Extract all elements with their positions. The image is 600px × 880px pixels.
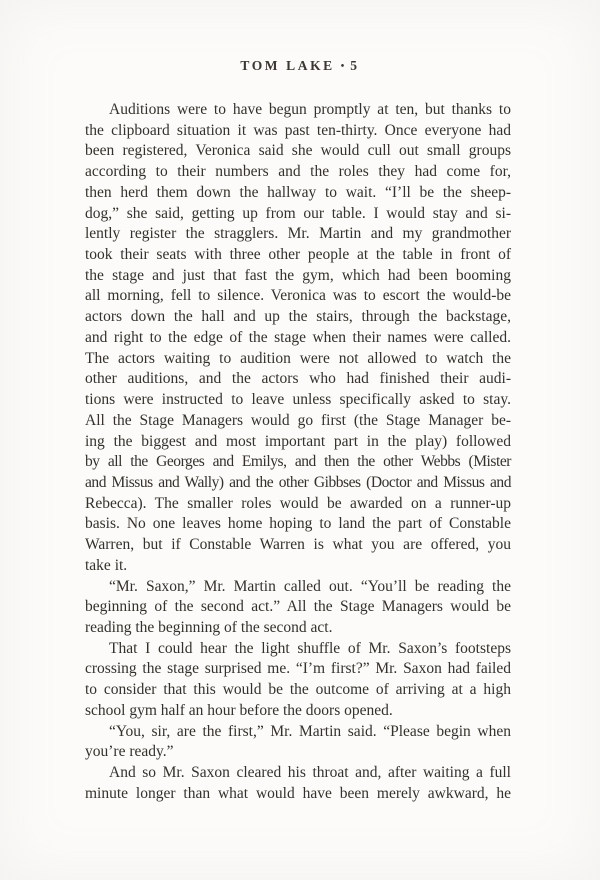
text-line: tions were instructed to leave unless specifically asked to stay. — [85, 391, 511, 409]
header-separator-dot: • — [340, 61, 345, 72]
text-line: then herd them down the hallway to wait. “I’ll be the sheep- — [85, 183, 511, 201]
text-line: Rebecca). The smaller roles would be awarded on a runner-up — [85, 494, 511, 512]
text-line: That I could hear the light shuffle of Mr. Saxon’s footsteps — [109, 639, 511, 657]
text-line: and right to the edge of the stage when their names were called. — [85, 328, 511, 346]
text-line: ing the biggest and most important part in the play) followed — [85, 432, 511, 450]
text-line: the clipboard situation it was past ten-thirty. Once everyone had — [85, 121, 511, 139]
text-line: been registered, Veronica said she would cull out small groups — [85, 142, 511, 160]
text-line: to consider that this would be the outcome of arriving at a high — [85, 681, 511, 699]
text-line: school gym half an hour before the doors opened. — [85, 701, 393, 719]
text-line: “You, sir, are the first,” Mr. Martin said. “Please begin when — [109, 722, 511, 740]
page-number: 5 — [350, 58, 360, 73]
paragraph — [85, 639, 511, 722]
paragraph — [85, 763, 511, 804]
text-line: dog,” she said, getting up from our table. I would stay and si- — [85, 204, 511, 222]
text-line: Warren, but if Constable Warren is what you are offered, you — [85, 536, 511, 554]
book-title: TOM LAKE — [240, 58, 335, 73]
text-line: lently register the stragglers. Mr. Martin and my grandmother — [85, 225, 511, 243]
text-line: took their seats with three other people at the table in front of — [85, 246, 511, 264]
text-line: actors down the hall and up the stairs, through the backstage, — [85, 308, 511, 326]
running-head — [0, 58, 600, 74]
text-line: The actors waiting to audition were not allowed to watch the — [85, 349, 511, 367]
text-line: basis. No one leaves home hoping to land the part of Constable — [85, 515, 511, 533]
text-line: you’re ready.” — [85, 743, 174, 761]
text-line: and Missus and Wally) and the other Gibbses (Doctor and Missus and — [85, 473, 511, 491]
text-line: Auditions were to have begun promptly at ten, but thanks to — [109, 101, 511, 118]
body-text — [85, 100, 511, 804]
text-line: beginning of the second act.” All the Stage Managers would be — [85, 598, 511, 616]
text-line: minute longer than what would have been merely awkward, he — [85, 784, 511, 802]
paragraph — [85, 100, 511, 577]
text-line: the stage and just that fast the gym, which had been booming — [85, 266, 511, 284]
text-line: take it. — [85, 556, 128, 574]
text-line: reading the beginning of the second act. — [85, 618, 333, 636]
paragraph — [85, 722, 511, 763]
text-line: “Mr. Saxon,” Mr. Martin called out. “You’ll be reading the — [109, 577, 511, 595]
text-line: crossing the stage surprised me. “I’m first?” Mr. Saxon had failed — [85, 660, 511, 678]
text-line: all morning, fell to silence. Veronica was to escort the would-be — [85, 287, 511, 305]
text-line: other auditions, and the actors who had finished their audi- — [85, 370, 511, 388]
text-line: All the Stage Managers would go first (the Stage Manager be- — [85, 411, 511, 429]
text-line: by all the Georges and Emilys, and then the other Webbs (Mister — [85, 453, 511, 471]
text-line: according to their numbers and the roles they had come for, — [85, 163, 511, 181]
text-line: And so Mr. Saxon cleared his throat and, after waiting a full — [109, 764, 511, 781]
paragraph — [85, 577, 511, 639]
